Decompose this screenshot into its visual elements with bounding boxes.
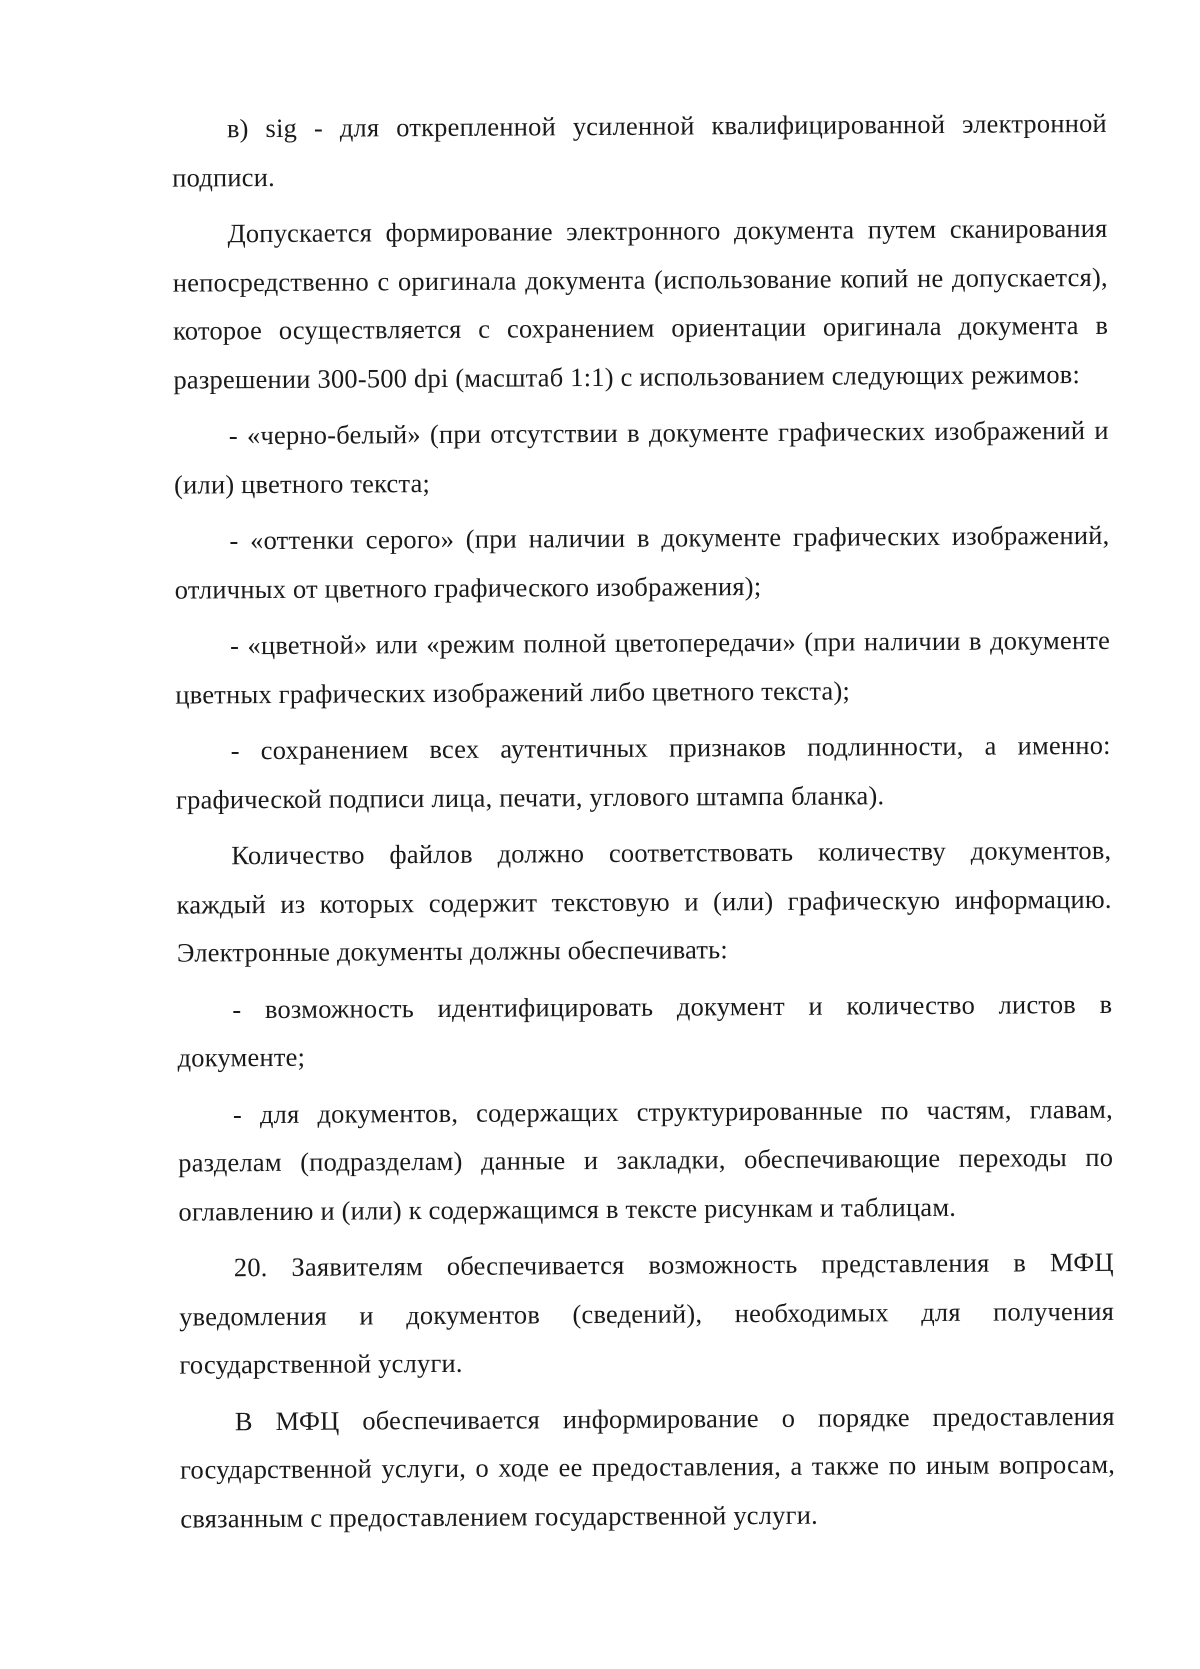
paragraph-item-20: 20. Заявителям обеспечивается возможность представления в МФЦ уведомления и документов (сведений), необходимых для получения государственной услуги.: [179, 1246, 1115, 1380]
paragraph-mfc-informing: В МФЦ обеспечивается информирование о порядке предоставления государственной услуги, о ходе ее предоставления, а также по иным вопросам, связанным с предоставлением государственной услуги.: [179, 1400, 1116, 1534]
paragraph-scanning-rules: Допускается формирование электронного документа путем сканирования непосредственно с оригинала документа (использование копий не допускается), которое осуществляется с сохранением ориентации оригинала документа в разрешении 300-500 dpi (масштаб 1:1) с использованием следующих режимов:: [172, 212, 1109, 395]
document-body: [172, 99, 1116, 1551]
list-item-bookmarks: - для документов, содержащих структурированные по частям, главам, разделам (подразделам) данные и закладки, обеспечивающие переходы по оглавлению и (или) к содержащимся в тексте рисункам и таблицам.: [178, 1093, 1114, 1227]
paragraph-sig-format: в) sig - для открепленной усиленной квалифицированной электронной подписи.: [172, 107, 1107, 193]
list-item-authenticity: - сохранением всех аутентичных признаков подлинности, а именно: графической подписи лица, печати, углового штампа бланка).: [175, 729, 1111, 815]
list-item-grayscale: - «оттенки серого» (при наличии в документе графических изображений, отличных от цветного графического изображения);: [174, 519, 1110, 605]
list-item-black-white: - «черно-белый» (при отсутствии в документе графических изображений и (или) цветного текста;: [173, 414, 1109, 500]
list-item-color: - «цветной» или «режим полной цветопередачи» (при наличии в документе цветных графических изображений либо цветного текста);: [175, 624, 1111, 710]
paragraph-file-count: Количество файлов должно соответствовать количеству документов, каждый из которых содержит текстовую и (или) графическую информацию. Электронные документы должны обеспечивать:: [176, 834, 1112, 968]
list-item-identification: - возможность идентифицировать документ и количество листов в документе;: [177, 988, 1113, 1073]
